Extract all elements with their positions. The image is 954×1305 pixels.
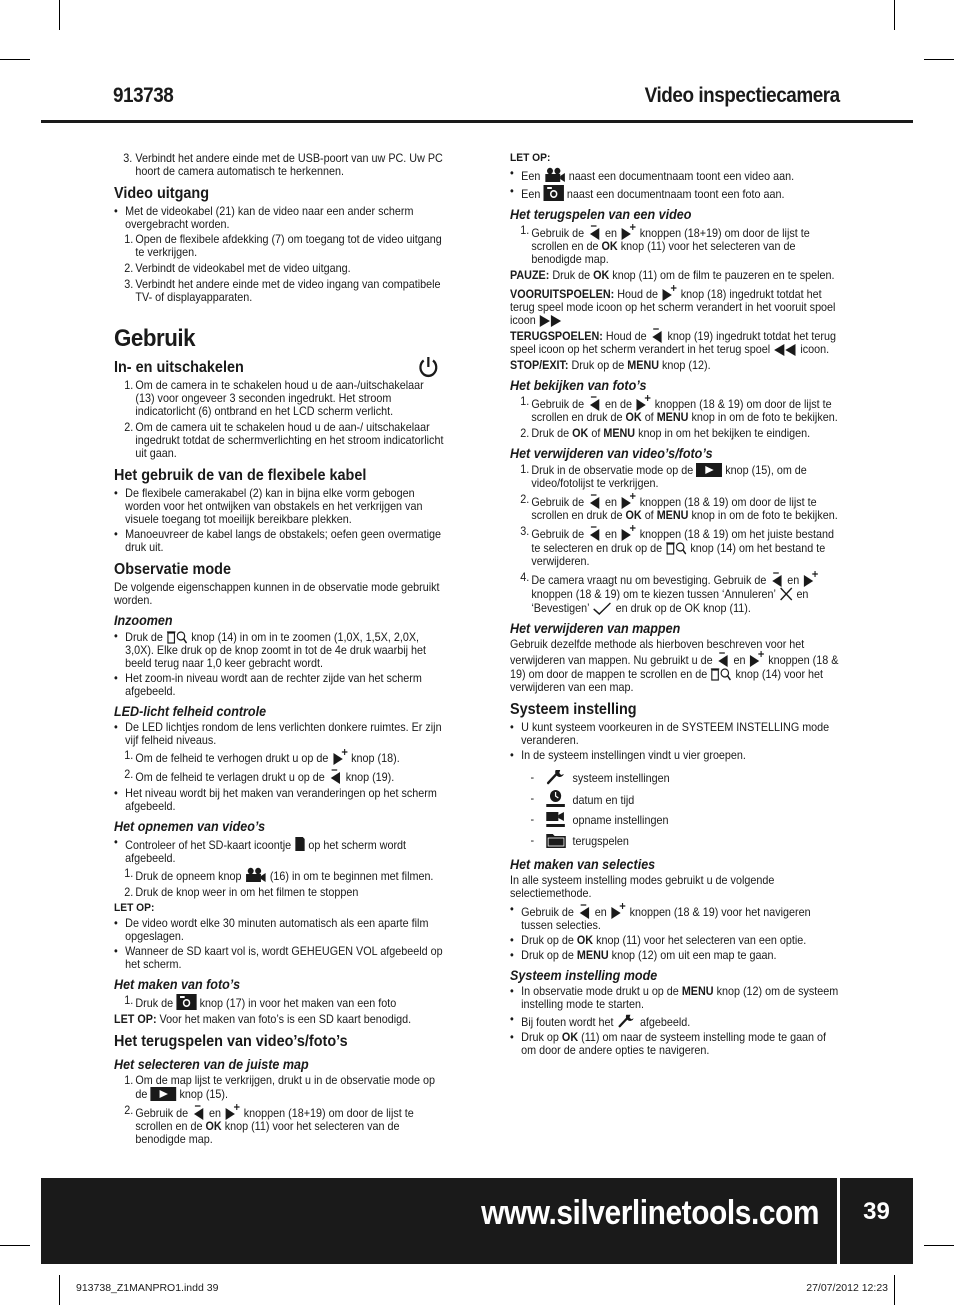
- list-item: 1. Om de camera in te schakelen houd u de aan-/uitschakelaar (13) voor ongeveer 3 seconden ingedrukt. Het stroom indicatorlicht (6) ontbrand en het LCD scherm verlicht.: [124, 379, 424, 418]
- rewind-minus-icon: [716, 651, 731, 667]
- cancel-cross-icon: [779, 587, 794, 601]
- play-plus-icon: [620, 525, 637, 541]
- trash-zoom-icon: [166, 630, 188, 644]
- heading-gebruik: Gebruik: [114, 325, 196, 352]
- playback-button-icon: [150, 1087, 176, 1101]
- crop-mark: [0, 1245, 30, 1246]
- list-item: 1. Druk de opneem knop (16) in om te beginnen met filmen.: [124, 867, 434, 883]
- play-plus-icon: [620, 224, 637, 240]
- rewind-minus-icon: [577, 903, 592, 919]
- heading-systeem-instelling: Systeem instelling: [510, 701, 637, 718]
- list-item: 1. Open de flexibele afdekking (7) om toegang tot de video uitgang te verkrijgen.: [124, 233, 442, 259]
- heading-fotos-maken: Het maken van foto’s: [114, 977, 241, 992]
- list-item: • De LED lichtjes rondom de lens verlichten donkere ruimtes. Er zijn vijf felheid niveaus.: [114, 721, 447, 747]
- play-plus-icon: [635, 395, 652, 411]
- rewind-minus-icon: [587, 224, 602, 240]
- list-item: 3. Gebruik de en knoppen (18 & 19) om het juiste bestand te selecteren en druk op de knop (14) om het bestand te verwijderen.: [520, 525, 835, 568]
- play-plus-icon: [802, 571, 819, 587]
- list-item: 4. De camera vraagt nu om bevestiging. Gebruik de en knoppen (18 & 19) om te kiezen tussen ‘Annuleren’ en ‘Bevestigen’ en druk op de OK knop (11).: [510, 571, 841, 615]
- rewind-minus-icon: [191, 1104, 206, 1120]
- crop-mark: [924, 59, 954, 60]
- list-item: • In de systeem instellingen vindt u vier groepen.: [510, 749, 841, 762]
- fast-rewind-icon: [773, 344, 797, 356]
- product-code: 913738: [113, 84, 174, 107]
- footer-bar: [41, 1178, 837, 1264]
- heading-selecties: Het maken van selecties: [510, 857, 656, 872]
- paragraph: TERUGSPOELEN: Houd de knop (19) ingedrukt totdat het terug speel icoon op het scherm verandert in het terug spoel icoon.: [510, 327, 841, 356]
- list-item: 2. Gebruik de en knoppen (18+19) om door de lijst te scrollen en de OK knop (11) voor het selecteren van de benodigde map.: [124, 1104, 414, 1146]
- sd-card-icon: [294, 836, 305, 852]
- list-item: • Met de videokabel (21) kan de video naar een ander scherm overgebracht worden.: [114, 205, 447, 231]
- list-item: • Druk de knop (14) in om in te zoomen (1,0X, 1,5X, 2,0X, 3,0X). Elke druk op de knop zoomt in tot de 4e druk waarbij het beeld terug naar 1,0 keer gebracht wordt.: [114, 630, 447, 670]
- play-plus-icon: [620, 493, 637, 509]
- video-camera-icon: [543, 167, 565, 183]
- rewind-minus-icon: [650, 327, 665, 343]
- trash-zoom-icon: [710, 667, 732, 681]
- list-item: 2. Gebruik de en knoppen (18 & 19) om door de lijst te scrollen en druk de OK of MENU knop in om de foto te bekijken.: [520, 493, 838, 522]
- list-item: • De video wordt elke 30 minuten automatisch als een aparte film opgeslagen.: [114, 917, 447, 943]
- rewind-minus-icon: [769, 571, 784, 587]
- list-item: • Druk op de OK knop (11) voor het selecteren van een optie.: [510, 934, 841, 947]
- rewind-minus-icon: [587, 493, 602, 509]
- play-plus-icon: [610, 903, 627, 919]
- list-item: 2. Om de felheid te verlagen drukt u op de knop (19).: [124, 768, 395, 784]
- list-item: • Druk op de MENU knop (12) om uit een map te gaan.: [510, 949, 841, 962]
- heading-observatie-mode: Observatie mode: [114, 561, 231, 578]
- fast-forward-icon: [539, 315, 563, 327]
- settings-group-item: - opname instellingen: [510, 810, 841, 830]
- camera-icon: [176, 994, 196, 1010]
- list-item: • Het zoom-in niveau wordt aan de rechter zijde van het scherm afgebeeld.: [114, 672, 447, 698]
- power-icon: [417, 355, 439, 379]
- heading-terugspelen: Het terugspelen van video’s/foto’s: [114, 1033, 348, 1050]
- paragraph: PAUZE: Druk de OK knop (11) om de film te pauzeren en te spelen.: [510, 269, 835, 282]
- crop-mark: [894, 1275, 895, 1305]
- heading-instelling-mode: Systeem instelling mode: [510, 968, 658, 983]
- list-item: • Een naast een documentnaam toont een video aan.: [510, 167, 841, 183]
- play-plus-icon: [224, 1104, 241, 1120]
- paragraph: In alle systeem instelling modes gebruikt u de volgende selectiemethode.: [510, 874, 775, 900]
- paragraph: De volgende eigenschappen kunnen in de observatie mode gebruikt worden.: [114, 581, 440, 607]
- list-item: 2. Om de camera uit te schakelen houd u de aan-/ uitschakelaar ingedrukt totdat de schermverlichting en het stroom indicatorlicht uit gaan.: [124, 421, 444, 460]
- list-item: 1. Druk in de observatie mode op de knop (15), om de video/fotolijst te verkrijgen.: [520, 463, 807, 490]
- heading-video-uitgang: Video uitgang: [114, 185, 210, 202]
- paragraph: STOP/EXIT: Druk op de MENU knop (12).: [510, 359, 711, 372]
- rewind-minus-icon: [587, 525, 602, 541]
- rewind-minus-icon: [328, 768, 343, 784]
- video-camera-icon: [244, 867, 266, 883]
- confirm-check-icon: [592, 601, 612, 615]
- trash-zoom-icon: [665, 541, 687, 555]
- paragraph: VOORUITSPOELEN: Houd de knop (18) ingedrukt totdat het terug speel mode icoon op het scherm verandert in het vooruit spoel icoon: [510, 285, 841, 327]
- heading-video-terugspelen: Het terugspelen van een video: [510, 207, 692, 222]
- play-plus-icon: [661, 285, 678, 301]
- play-plus-icon: [749, 651, 766, 667]
- settings-group-item: - terugspelen: [510, 831, 841, 851]
- list-item: 1. Gebruik de en knoppen (18+19) om door de lijst te scrollen en de OK knop (11) voor het selecteren van de benodigde map.: [520, 224, 810, 266]
- list-item: 3. Verbindt het andere einde met de USB-poort van uw PC. Uw PC hoort de camera automatisch te herkennen.: [123, 152, 443, 178]
- page-number-box: [840, 1178, 913, 1264]
- note: LET OP: Voor het maken van foto’s is een SD kaart benodigd.: [114, 1013, 412, 1026]
- heading-led-felheid: LED-licht felheid controle: [114, 704, 267, 719]
- camera-icon: [543, 185, 563, 201]
- page-title: Video inspectiecamera: [644, 84, 840, 107]
- list-item: 1. Om de felheid te verhogen drukt u op de knop (18).: [124, 749, 400, 765]
- heading-inzoomen: Inzoomen: [114, 613, 173, 628]
- clock-icon: [545, 789, 565, 809]
- list-item: • De flexibele camerakabel (2) kan in bijna elke vorm gebogen worden voor het ontwijken van obstakels en het verkrijgen van visuele toegang tot moeilijk bereikbare plekken.: [114, 487, 447, 526]
- list-item: • Wanneer de SD kaart vol is, wordt GEHEUGEN VOL afgebeeld op het scherm.: [114, 945, 447, 971]
- record-settings-icon: [545, 810, 565, 828]
- page-header: [113, 84, 840, 118]
- settings-group-item: - datum en tijd: [510, 789, 841, 809]
- list-item: 1. Druk de knop (17) in voor het maken van een foto: [124, 994, 397, 1010]
- heading-mappen-verwijderen: Het verwijderen van mappen: [510, 621, 681, 636]
- list-item: 3. Verbindt het andere einde met de video ingang van compatibele TV- of displayapparaten.: [124, 278, 441, 304]
- wrench-icon: [616, 1013, 636, 1029]
- settings-group-item: - systeem instellingen: [510, 768, 841, 788]
- crop-mark: [924, 1245, 954, 1246]
- list-item: • Manoeuvreer de kabel langs de obstakels; oefen geen overmatige druk uit.: [114, 528, 447, 554]
- list-item: 1. Gebruik de en de knoppen (18 & 19) om door de lijst te scrollen en druk de OK of MENU knop in om de foto te bekijken.: [520, 395, 838, 424]
- wrench-icon: [545, 768, 565, 786]
- list-item: • In observatie mode drukt u op de MENU knop (12) om de systeem instelling mode te starten.: [510, 985, 841, 1011]
- note-label: LET OP:: [114, 902, 155, 914]
- list-item: • Bij fouten wordt het afgebeeld.: [510, 1013, 841, 1029]
- heading-flexibele-kabel: Het gebruik de van de flexibele kabel: [114, 467, 367, 484]
- list-item: 1. Om de map lijst te verkrijgen, drukt u in de observatie mode op de knop (15).: [124, 1074, 436, 1101]
- crop-mark: [59, 1275, 60, 1305]
- heading-map-selecteren: Het selecteren van de juiste map: [114, 1057, 309, 1072]
- date-slug: 27/07/2012 12:23: [806, 1282, 888, 1294]
- playback-button-icon: [696, 463, 722, 477]
- list-item: • Druk op OK (11) om naar de systeem instelling mode te gaan of om door de andere opties te navigeren.: [510, 1031, 841, 1057]
- file-slug: 913738_Z1MANPRO1.indd 39: [76, 1282, 219, 1294]
- left-column: [114, 152, 447, 1149]
- paragraph: Gebruik dezelfde methode als hierboven beschreven voor het verwijderen van mappen. Nu gebruikt u de en knoppen (18 & 19) om door de mappen te scrollen en de knop (14) voor het verwijderen van een map.: [510, 638, 839, 694]
- note-label: LET OP:: [510, 152, 551, 164]
- list-item: 2. Druk de knop weer in om het filmen te stoppen: [124, 886, 359, 899]
- list-item: 2. Verbindt de videokabel met de video uitgang.: [124, 262, 351, 275]
- rewind-minus-icon: [587, 395, 602, 411]
- list-item: 2. Druk de OK of MENU knop in om het bekijken te eindigen.: [520, 427, 811, 440]
- crop-mark: [894, 0, 895, 30]
- list-item: • Het niveau wordt bij het maken van veranderingen op het scherm afgebeeld.: [114, 787, 447, 813]
- crop-mark: [0, 59, 30, 60]
- right-column: [510, 152, 841, 1059]
- page-number: 39: [863, 1198, 890, 1225]
- header-rule: [41, 120, 913, 123]
- heading-in-uitschakelen: In- en uitschakelen: [114, 359, 447, 377]
- heading-verwijderen: Het verwijderen van video’s/foto’s: [510, 446, 713, 461]
- list-item: • Controleer of het SD-kaart icoontje op het scherm wordt afgebeeld.: [114, 836, 447, 865]
- heading-opnemen: Het opnemen van video’s: [114, 819, 266, 834]
- crop-mark: [59, 0, 60, 30]
- folder-icon: [545, 831, 567, 849]
- list-item: • Een naast een documentnaam toont een foto aan.: [510, 185, 841, 201]
- play-plus-icon: [331, 749, 348, 765]
- list-item: • U kunt systeem voorkeuren in de SYSTEEM INSTELLING mode veranderen.: [510, 721, 841, 747]
- list-item: • Gebruik de en knoppen (18 & 19) voor het navigeren tussen selecties.: [510, 903, 841, 932]
- website-link[interactable]: www.silverlinetools.com: [481, 1194, 819, 1232]
- heading-fotos-bekijken: Het bekijken van foto’s: [510, 378, 647, 393]
